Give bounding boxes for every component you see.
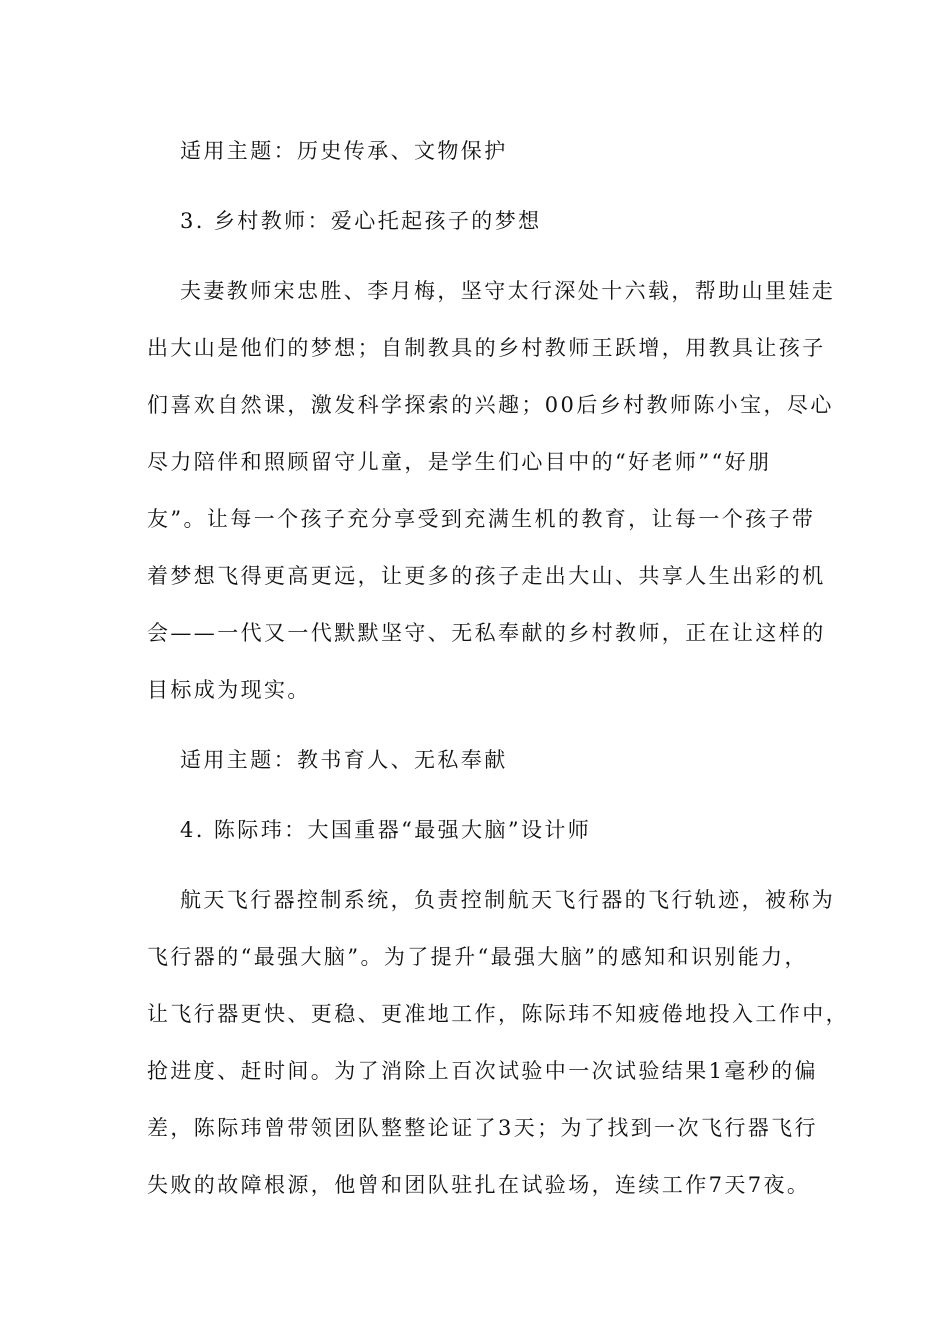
paragraph-line: 让飞行器更快、更稳、更准地工作，陈际玮不知疲倦地投入工作中， [147, 1002, 849, 1026]
paragraph-line: 会——一代又一代默默坚守、无私奉献的乡村教师，正在让这样的 [147, 621, 826, 645]
section-3-heading: 3. 乡村教师：爱心托起孩子的梦想 [180, 209, 542, 233]
paragraph-line: 友”。让每一个孩子充分享受到充满生机的教育，让每一个孩子带 [147, 507, 816, 531]
paragraph-line: 尽力陪伴和照顾留守儿童，是学生们心目中的“好老师”“好朋 [147, 450, 772, 474]
paragraph-line: 失败的故障根源，他曾和团队驻扎在试验场，连续工作7天7夜。 [147, 1173, 811, 1197]
paragraph-line: 们喜欢自然课，激发科学探索的兴趣；00后乡村教师陈小宝，尽心 [147, 393, 834, 417]
theme-history-line: 适用主题：历史传承、文物保护 [180, 139, 508, 163]
paragraph-line: 出大山是他们的梦想；自制教具的乡村教师王跃增，用教具让孩子 [147, 336, 826, 360]
paragraph-line: 差，陈际玮曾带领团队整整论证了3天；为了找到一次飞行器飞行 [147, 1116, 818, 1140]
paragraph-line: 抢进度、赶时间。为了消除上百次试验中一次试验结果1毫秒的偏 [147, 1059, 818, 1083]
section-4-heading: 4. 陈际玮：大国重器“最强大脑”设计师 [180, 818, 592, 842]
theme-teaching-line: 适用主题：教书育人、无私奉献 [180, 748, 508, 772]
paragraph-line: 飞行器的“最强大脑”。为了提升“最强大脑”的感知和识别能力， [147, 945, 808, 969]
paragraph-line: 目标成为现实。 [147, 678, 311, 702]
paragraph-line: 着梦想飞得更高更远，让更多的孩子走出大山、共享人生出彩的机 [147, 564, 826, 588]
paragraph-line: 航天飞行器控制系统，负责控制航天飞行器的飞行轨迹，被称为 [180, 888, 836, 912]
paragraph-line: 夫妻教师宋忠胜、李月梅，坚守太行深处十六载，帮助山里娃走 [180, 279, 836, 303]
